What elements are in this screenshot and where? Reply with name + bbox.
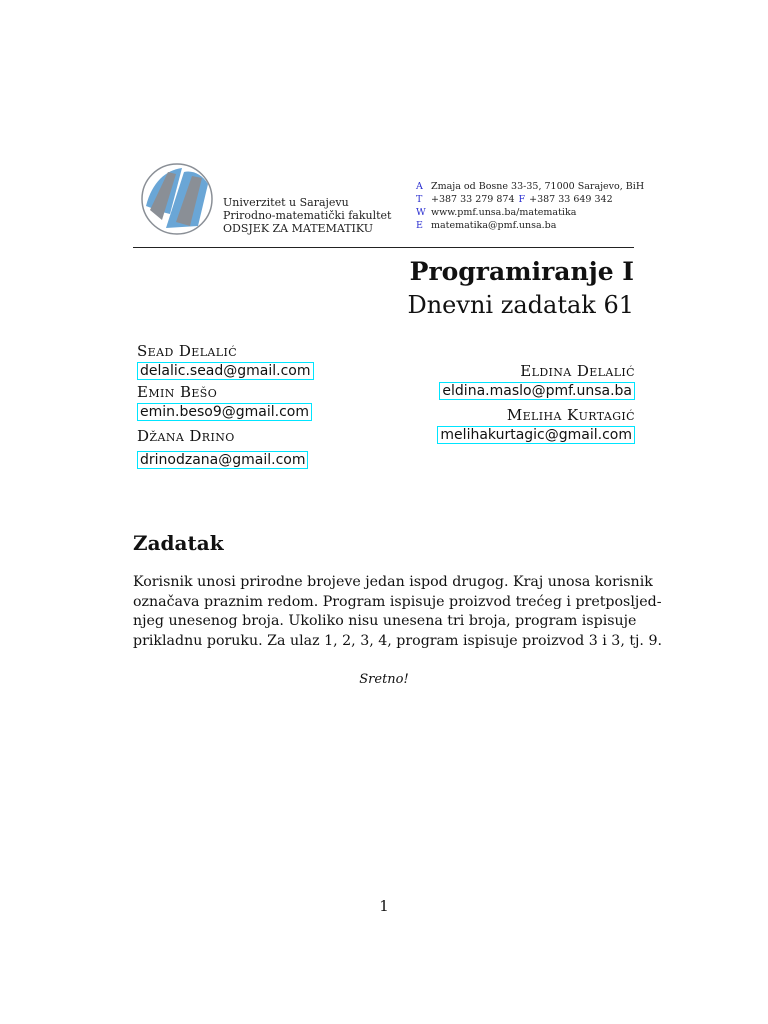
author-email-link[interactable]: emin.beso9@gmail.com	[137, 403, 312, 421]
assignment-subtitle: Dnevni zadatak 61	[407, 291, 634, 319]
authors-right-column	[395, 362, 635, 444]
author-name: Sead Delalić	[137, 342, 238, 360]
phone-row	[416, 193, 644, 206]
department-line: ODSJEK ZA MATEMATIKU	[223, 222, 373, 235]
closing-text: Sretno!	[359, 672, 409, 687]
email-text: matematika@pmf.unsa.ba	[431, 220, 557, 231]
author-email-link[interactable]: drinodzana@gmail.com	[137, 451, 308, 469]
author-email-link[interactable]: delalic.sead@gmail.com	[137, 362, 314, 380]
paragraph-line: Korisnik unosi prirodne brojeve jedan ispod drugog. Kraj unosa korisnik	[133, 574, 653, 590]
web-label: W	[416, 207, 426, 218]
faculty-line: Prirodno-matematički fakultet	[223, 209, 392, 222]
author-name: Emin Bešo	[137, 383, 218, 401]
author-entry	[137, 383, 337, 421]
university-name-block	[223, 196, 391, 235]
email-label: E	[416, 220, 423, 231]
web-row	[416, 206, 644, 219]
authors-left-column	[137, 342, 337, 469]
task-paragraph	[133, 573, 662, 651]
author-entry	[395, 406, 635, 444]
paragraph-line: njeg unesenog broja. Ukoliko nisu unesena tri broja, program ispisuje	[133, 613, 637, 629]
address-row	[416, 180, 644, 193]
fax-text: +387 33 649 342	[529, 194, 613, 205]
university-line: Univerzitet u Sarajevu	[223, 196, 349, 209]
author-entry	[137, 427, 337, 469]
author-email-link[interactable]: melihakurtagic@gmail.com	[437, 426, 635, 444]
section-heading: Zadatak	[133, 531, 224, 555]
email-row	[416, 219, 644, 232]
paragraph-line: označava praznim redom. Program ispisuje proizvod trećeg i pretposljed-	[133, 593, 662, 610]
paragraph-line: prikladnu poruku. Za ulaz 1, 2, 3, 4, program ispisuje proizvod 3 i 3, tj. 9.	[133, 632, 662, 649]
faculty-logo	[140, 162, 214, 236]
author-entry	[137, 342, 337, 380]
phone-text: +387 33 279 874	[431, 194, 515, 205]
author-name: Meliha Kurtagić	[506, 406, 635, 424]
author-name: Džana Drino	[137, 427, 235, 445]
author-entry	[395, 362, 635, 400]
header-rule	[133, 247, 634, 248]
author-name: Eldina Delalić	[520, 362, 635, 380]
phone-label: T	[416, 194, 423, 205]
page-number: 1	[379, 897, 389, 915]
course-title: Programiranje I	[409, 257, 634, 286]
author-email-link[interactable]: eldina.maslo@pmf.unsa.ba	[439, 382, 635, 400]
address-text: Zmaja od Bosne 33-35, 71000 Sarajevo, BiH	[431, 181, 645, 192]
contact-block	[416, 180, 644, 232]
web-text: www.pmf.unsa.ba/matematika	[431, 207, 577, 218]
address-label: A	[416, 181, 423, 192]
fax-label: F	[518, 194, 526, 205]
